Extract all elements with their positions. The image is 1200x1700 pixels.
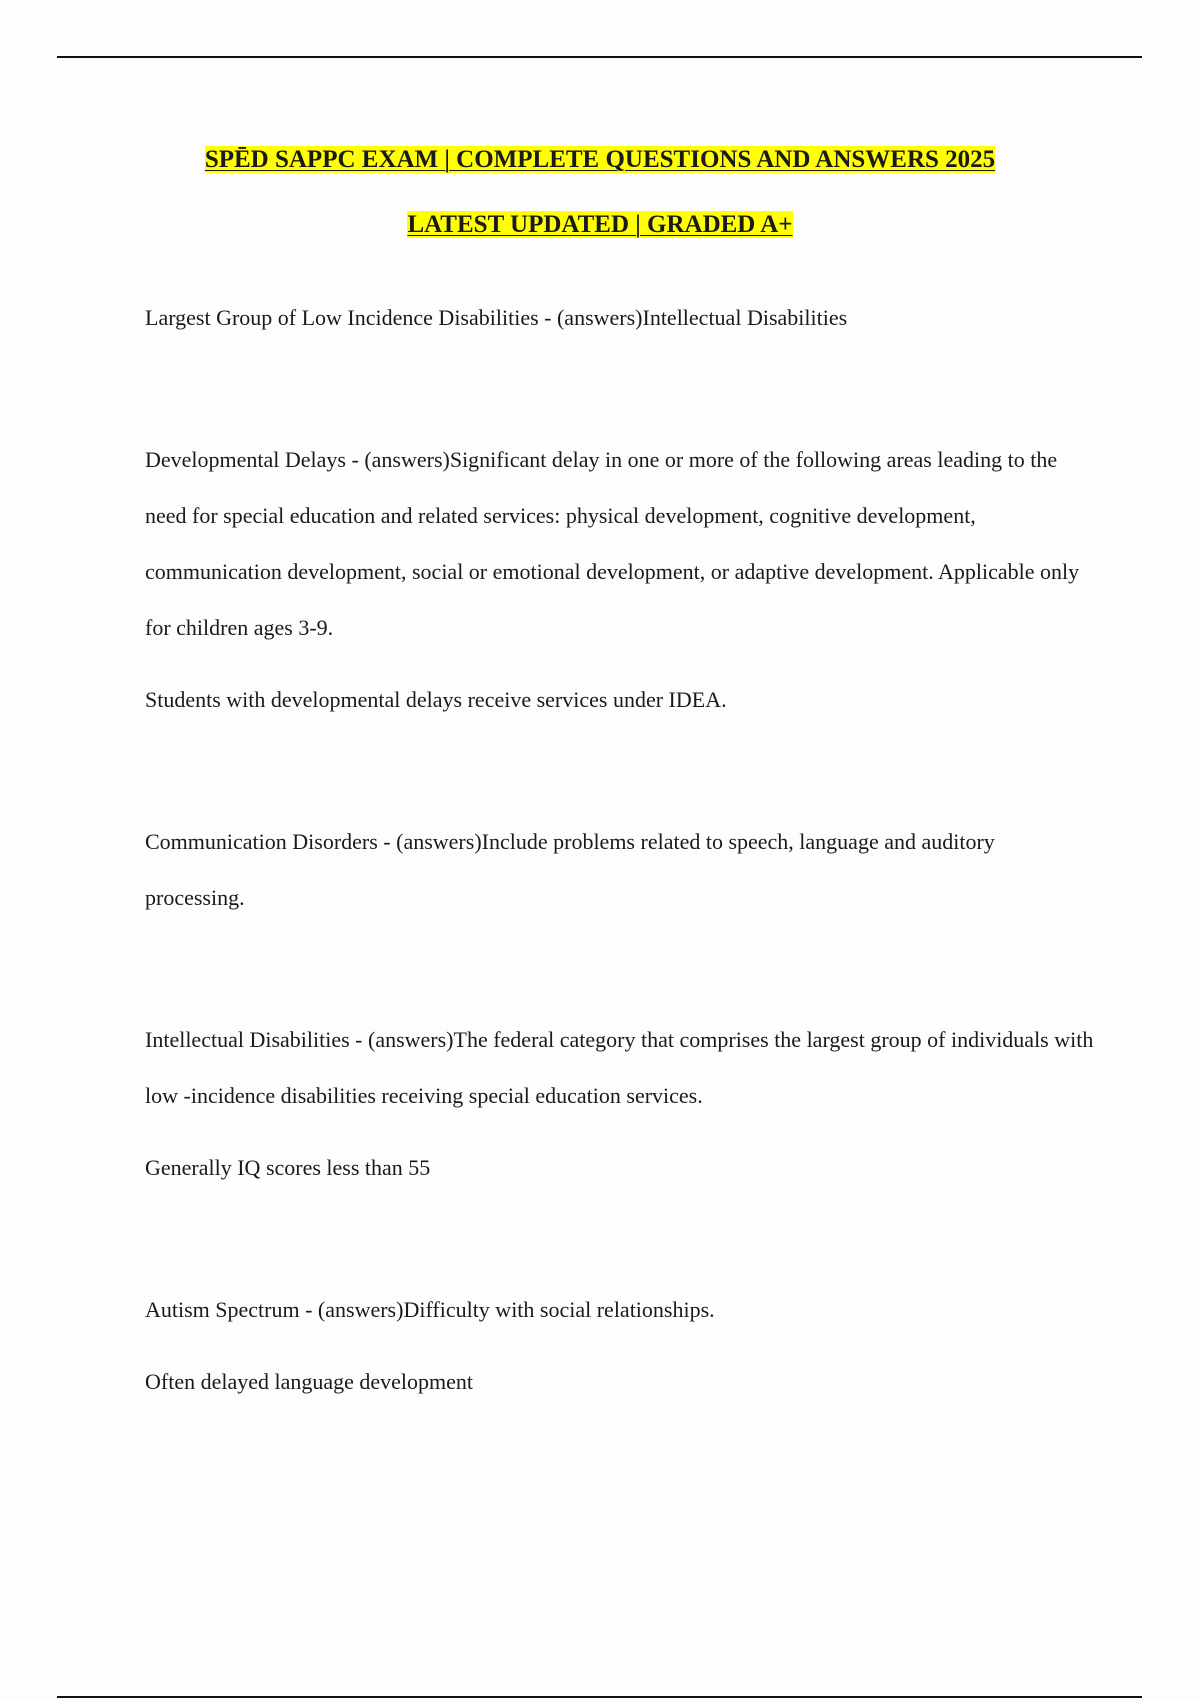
title-highlight-2: LATEST UPDATED | GRADED A+ bbox=[407, 211, 793, 238]
entry-text: Communication Disorders - (answers)Include problems related to speech, language and auditory processing. bbox=[145, 829, 995, 910]
qa-entry-communication-disorders bbox=[145, 814, 1095, 926]
entry-note: Often delayed language development bbox=[145, 1369, 474, 1394]
qa-entry-largest-group bbox=[145, 290, 1095, 346]
entry-text: Intellectual Disabilities - (answers)The federal category that comprises the largest group of individuals with low -incidence disabilities receiving special education services. bbox=[145, 1027, 1094, 1108]
entry-text: Autism Spectrum - (answers)Difficulty with social relationships. bbox=[145, 1297, 715, 1322]
entry-text: Developmental Delays - (answers)Significant delay in one or more of the following areas leading to the need for special education and related services: physical development, cognitive development, communication development, social or emotional development, or adaptive development. Applicable only for children ages 3-9. bbox=[145, 447, 1080, 640]
document-body bbox=[145, 290, 1095, 1410]
document-title-line-1 bbox=[0, 146, 1200, 174]
title-highlight-1: SPĒD SAPPC EXAM | COMPLETE QUESTIONS AND ANSWERS 2025 bbox=[204, 146, 996, 173]
entry-note: Generally IQ scores less than 55 bbox=[145, 1155, 431, 1180]
document-title-line-2 bbox=[0, 211, 1200, 239]
qa-entry-intellectual-disabilities bbox=[145, 1012, 1095, 1196]
qa-entry-developmental-delays bbox=[145, 432, 1095, 728]
entry-note: Students with developmental delays receive services under IDEA. bbox=[145, 687, 727, 712]
top-rule bbox=[57, 56, 1142, 58]
qa-entry-autism-spectrum bbox=[145, 1282, 1095, 1410]
bottom-rule bbox=[57, 1696, 1142, 1698]
entry-text: Largest Group of Low Incidence Disabilities - (answers)Intellectual Disabilities bbox=[145, 305, 848, 330]
